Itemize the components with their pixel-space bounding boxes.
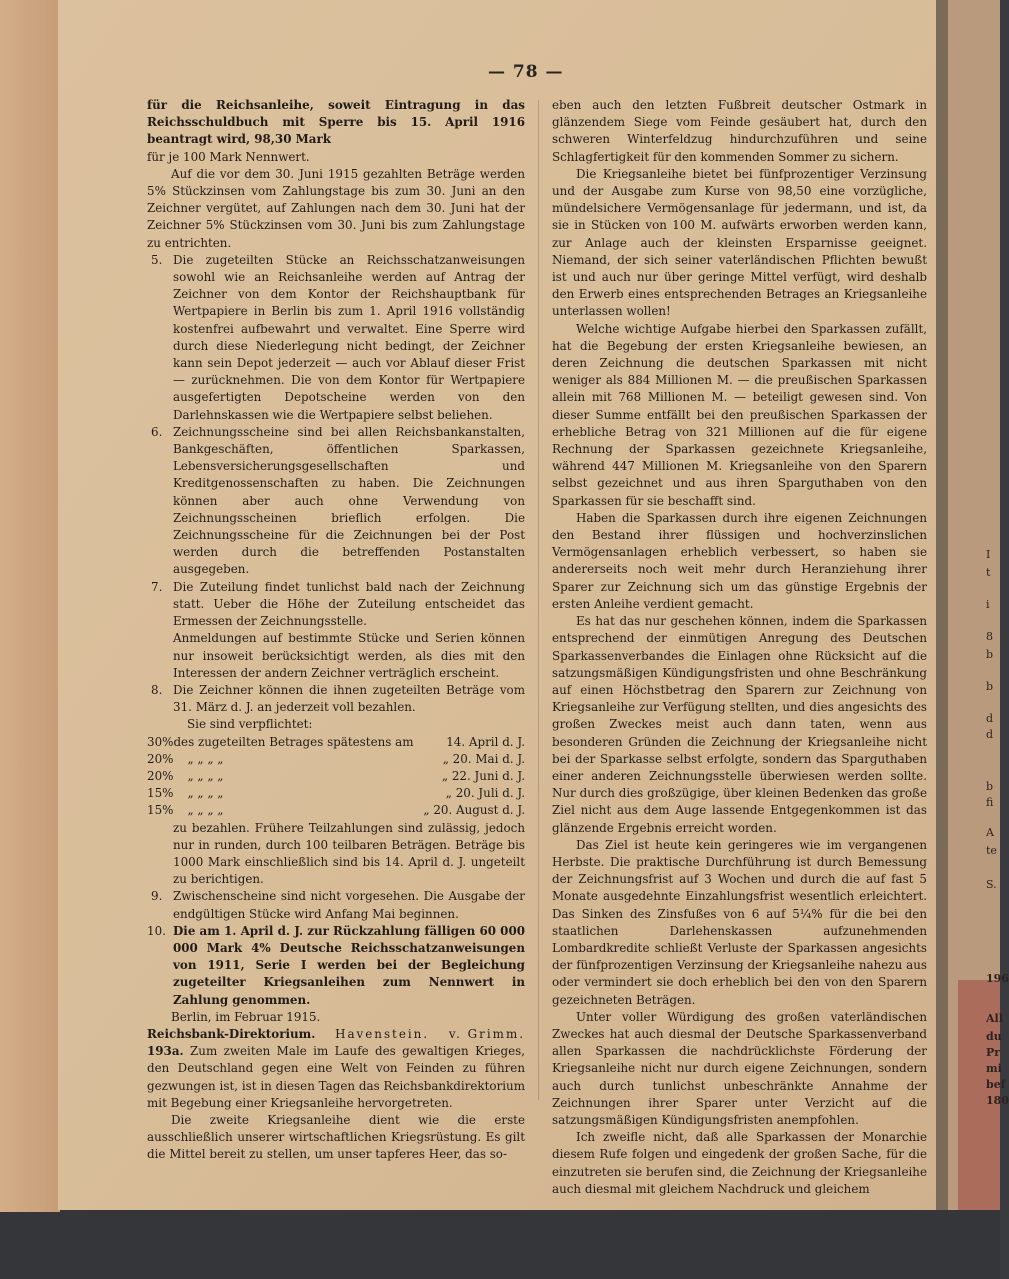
item-text: Die Zuteilung findet tunlichst bald nach der Zeichnung statt. Ueber die Höhe der Zuteilung entscheidet das Ermessen der Zeichnungsstelle. [173,579,525,629]
edge-fragment: 8 [986,630,993,643]
table-row [147,768,525,785]
interest-paragraph: Auf die vor dem 30. Juni 1915 gezahlten Beträge werden 5% Stückzinsen vom Zahlungstage bis zum 30. Juni an den Zeichner vergütet, auf Zahlungen nach dem 30. Juni hat der Zeichner 5% Stückzinsen vom 30. Juni bis zum Zahlungstage zu entrichten. [147,166,525,250]
list-item [147,682,525,716]
paragraph: Die zweite Kriegsanleihe dient wie die erste ausschließlich unserer wirtschaftlichen Kriegsrüstung. Es gilt die Mittel bereit zu stellen, um unser tapferes Heer, das so- [147,1112,525,1162]
alloc-text: „ „ „ „ [187,768,224,783]
item-8-tail: zu bezahlen. Frühere Teilzahlungen sind zulässig, jedoch nur in runden, durch 100 teilbaren Beträgen. Beträge bis 1000 Mark einschließlich sind bis 14. April d. J. ungeteilt zu berichtigen. [173,820,525,887]
item-text: Die am 1. April d. J. zur Rückzahlung fälligen 60 000 000 Mark 4% Deutsche Reichsschatzanweisungen von 1911, Serie I werden bei der Begleichung zugeteilter Kriegsanleihen zum Nennwert in Zahlung genommen. [173,923,525,1007]
edge-fragment: bef [986,1078,1006,1091]
paragraph: Haben die Sparkassen durch ihre eigenen Zeichnungen den Bestand ihrer flüssigen und hochverzinslichen Vermögensanlagen erheblich verbessert, so haben sie andererseits noch weit mehr durch Heranziehung ihrer Sparer zur Zeichnung sich um das günstige Ergebnis der ersten Anleihe verdient gemacht. [552,510,927,611]
alloc-date: „ 20. Juli d. J. [445,786,525,801]
alloc-date: „ 20. August d. J. [423,803,525,818]
item-number: 8. [151,682,163,697]
alloc-text: „ „ „ „ [187,751,224,766]
paragraph: Es hat das nur geschehen können, indem die Sparkassen entsprechend der einmütigen Anregung des Deutschen Sparkassenverbandes die Einlagen ohne Rücksicht auf die satzungsmäßigen Kündigungsfristen und ohne Beschränkung auf einen Höchstbetrag den Sparern zur Zeichnung von Kriegsanleihe zur Verfügung stellten, und dies angesichts des großen Zweckes meist auch dann taten, wenn aus besonderen Gründen die Zeichnung der Kriegsanleihe nicht bei der Sparkasse selbst erfolgte, sondern das Sparguthaben einer anderen Zeichnungsstelle überwiesen werden sollte. Nur durch dies großzügige, über kleinen Bedenken das große Ziel nicht aus dem Auge lassende Entgegenkommen ist das glänzende Ergebnis erreicht worden. [552,614,927,835]
edge-fragment: Pr [986,1046,1001,1059]
paragraph: Das Ziel ist heute kein geringeres wie im vergangenen Herbste. Die praktische Durchführung ist durch Bemessung der Zeichnungsfrist auf 3 Wochen und durch die auf fast 5 Monate ausgedehnte Einzahlungsfrist wesentlich erleichtert. Das Sinken des Zinsfußes von 6 auf 5¼% für die bei den staatlichen Darlehenskassen aufzunehmenden Lombardkredite schließt Verluste der Sparkassen angesichts der fünfprozentigen Verzinsung der Kriegsanleihe nahezu aus oder vermindert sie doch erheblich bei den von den Sparern gezeichneten Beträgen. [552,837,927,1007]
edge-fragment: mi [986,1062,1002,1075]
edge-fragment: d [986,728,994,741]
list-item [147,923,525,1009]
alloc-pct: 30% [147,734,174,749]
paragraph: Ich zweifle nicht, daß alle Sparkassen der Monarchie diesem Rufe folgen und eingedenk der großen Sache, für die einzutreten sie berufen sind, die Zeichnung der Kriegsanleihe auch diesmal mit gleichem Nachdruck und gleichem [552,1130,927,1196]
table-row [147,785,525,802]
list-item [147,252,525,424]
paragraph-text: Zum zweiten Male im Laufe des gewaltigen Krieges, den Deutschland gegen eine Welt von Feinden zu führen gezwungen ist, ist in diesen Tagen das Reichsbankdirektorium mit Begebung einer Kriegsanleihe hervorgetreten. [147,1044,526,1110]
dateline: Berlin, im Februar 1915. [171,1009,321,1024]
paragraph: Die Kriegsanleihe bietet bei fünfprozentiger Verzinsung und der Ausgabe zum Kurse von 98,50 eine vorzügliche, mündelsichere Vermögensanlage für jedermann, und ist, da sie in Stücken von 100 M. aufwärts erworben werden kann, zur Anlage auch der kleinsten Ersparnisse geeignet. Niemand, der sich seiner vaterländischen Pflichten bewußt ist und auch nur über geringe Mittel verfügt, wird deshalb den Erwerb eines entsprechenden Betrages an Kriegsanleihe unterlassen wollen! [552,166,927,319]
item-7-continuation: Anmeldungen auf bestimmte Stücke und Serien können nur insoweit berücksichtigt werden, als dies mit den Interessen der andern Zeichner verträglich erscheint. [173,631,525,680]
paragraph: Unter voller Würdigung des großen vaterländischen Zweckes hat auch diesmal der Deutsche Sparkassenverband allen Sparkassen die nachdrücklichste Förderung der Kriegsanleihe nicht nur durch eigene Zeichnungen, sondern auch durch tunlichst unbeschränkte Annahme der Zeichnungen ihrer Sparer unter Verzicht auf die satzungsmäßigen Kündigungsfristen anempfohlen. [552,1009,927,1127]
item-8-sub: Sie sind verpflichtet: [187,717,313,732]
alloc-date: 14. April d. J. [446,734,525,749]
alloc-date: „ 20. Mai d. J. [442,751,525,766]
paragraph: eben auch den letzten Fußbreit deutscher Ostmark in glänzendem Siege vom Feinde gesäubert hat, durch den schweren Winterfeldzug hindurchzuführen und seine Schlagfertigkeit für den kommenden Sommer zu sichern. [552,98,927,164]
edge-fragment: A [986,826,994,839]
item-text: Die Zeichner können die ihnen zugeteilten Beträge vom 31. März d. J. an jederzeit voll bezahlen. [173,682,525,715]
edge-fragment: S. [986,878,997,891]
edge-fragment: 196 [986,972,1009,985]
item-number: 10. [147,923,166,938]
table-row [147,751,525,768]
list-item [147,888,525,922]
signature-line [147,1026,525,1043]
book-bottom-edge [0,1210,1000,1279]
edge-fragment: I [986,548,991,561]
alloc-text: „ „ „ „ [187,786,224,801]
left-column [147,97,525,1164]
list-item [147,424,525,579]
edge-fragment: du [986,1030,1002,1043]
signature-organization: Reichsbank-Direktorium. [147,1026,316,1041]
edge-fragment: b [986,648,994,661]
edge-fragment: te [986,844,997,857]
alloc-text: des zugeteilten Betrages spätestens am [173,734,414,749]
edge-fragment: b [986,780,994,793]
alloc-pct: 20% [147,768,174,783]
item-text: Die zugeteilten Stücke an Reichsschatzanweisungen sowohl wie an Reichsanleihe werden auf Antrag der Zeichner von dem Kontor der Reichshauptbank für Wertpapiere in Berlin bis zum 1. April 1916 vollständig kostenfrei aufbewahrt und verwaltet. Eine Sperre wird durch diese Niederlegung nicht bedingt, der Zeichner kann sein Depot jederzeit — auch vor Ablauf dieser Frist — zurücknehmen. Die von dem Kontor für Wertpapiere ausgefertigten Depotscheine werden von den Darlehnskassen wie die Wertpapiere selbst beliehen. [173,252,525,422]
alloc-pct: 15% [147,786,174,801]
alloc-pct: 15% [147,803,174,818]
item-number: 7. [151,579,163,594]
list-item [147,579,525,631]
table-row [147,802,525,819]
edge-fragment: fi [986,796,994,809]
paragraph-number: 193a. [147,1044,184,1059]
alloc-pct: 20% [147,751,174,766]
edge-fragment: b [986,680,994,693]
left-page-edge [0,0,60,1212]
item-number: 5. [151,252,163,267]
paragraph-193a [147,1043,525,1112]
alloc-date: „ 22. Juni d. J. [441,768,525,783]
edge-fragment: All [986,1012,1003,1025]
table-row [147,734,525,751]
lead-line-2: für je 100 Mark Nennwert. [147,149,310,164]
paragraph: Welche wichtige Aufgabe hierbei den Sparkassen zufällt, hat die Begebung der ersten Kriegsanleihe bewiesen, an deren Zeichnung die deutschen Sparkassen mit nicht weniger als 884 Millionen M. — die preußischen Sparkassen allein mit 768 Millionen M. — beteiligt gewesen sind. Von dieser Summe entfällt bei den preußischen Sparkassen der erhebliche Betrag von 321 Millionen auf die für eigene Rechnung der Sparkassen gezeichnete Kriegsanleihe, während 447 Millionen M. Kriegsanleihe von den Sparern selbst gezeichnet und aus ihren Sparguthaben von den Sparkassen für sie beschafft sind. [552,321,927,508]
lead-line: für die Reichsanleihe, soweit Eintragung in das Reichsschuldbuch mit Sperre bis 15. April 1916 beantragt wird, 98,30 Mark [147,98,525,147]
column-divider [538,100,539,1100]
edge-fragment: t [986,566,991,579]
signature-name: Havenstein. [335,1026,430,1041]
gutter-shadow [936,0,950,1210]
item-text: Zeichnungsscheine sind bei allen Reichsbankanstalten, Bankgeschäften, öffentlichen Sparkassen, Lebensversicherungsgesellschaften und Kreditgenossenschaften zu haben. Die Zeichnungen können aber auch ohne Verwendung von Zeichnungsscheinen brieflich erfolgen. Die Zeichnungsscheine für die Zeichnungen bei der Post werden durch die betreffenden Postanstalten ausgegeben. [173,424,525,577]
page-number: — 78 — [488,62,564,82]
right-column [552,97,927,1198]
item-number: 6. [151,424,163,439]
edge-fragment: d [986,712,994,725]
edge-fragment: 180 [986,1094,1009,1107]
item-text: Zwischenscheine sind nicht vorgesehen. Die Ausgabe der endgültigen Stücke wird Anfang Mai beginnen. [173,889,525,921]
signature-name: v. Grimm. [448,1026,525,1041]
item-number: 9. [151,889,163,904]
edge-fragment: i [986,598,990,611]
alloc-text: „ „ „ „ [187,803,224,818]
allocation-table [147,734,525,820]
